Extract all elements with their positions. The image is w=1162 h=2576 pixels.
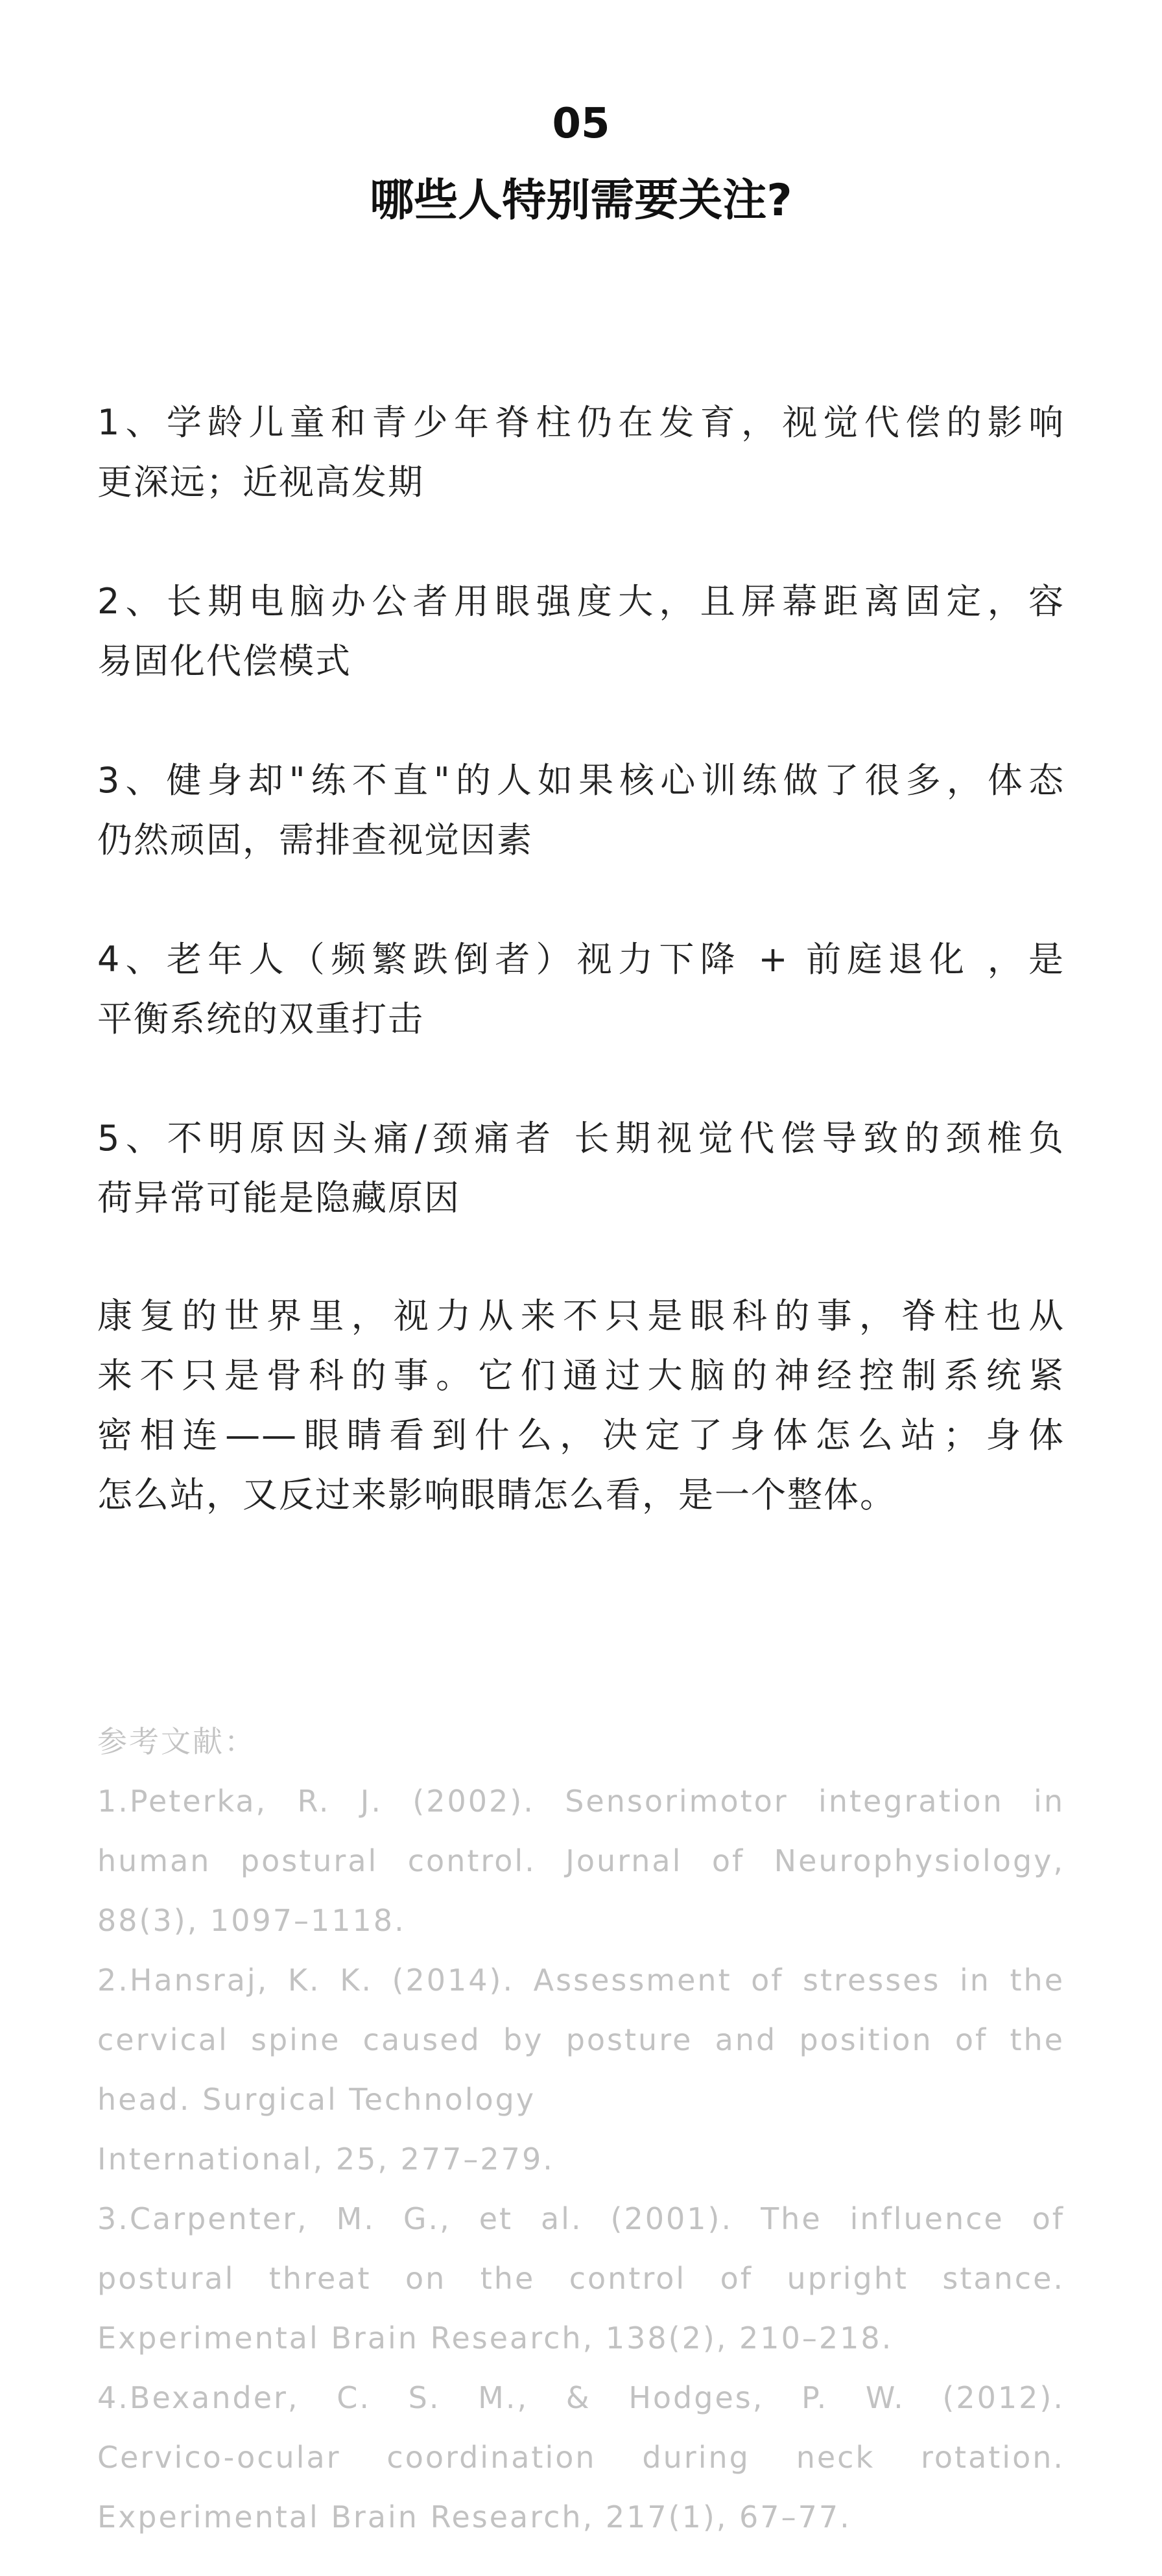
conclusion-line-1: 康复的世界里，视力从来不只是眼科的事，脊柱也从 bbox=[97, 1295, 1065, 1336]
reference-line: 88(3), 1097–1118. bbox=[97, 1903, 406, 1938]
reference-line: head. Surgical Technology bbox=[97, 2082, 536, 2117]
references-section bbox=[97, 1712, 1065, 2547]
list-item-1-line-2: 更深远；近视高发期 bbox=[97, 462, 424, 502]
reference-line: Cervico-ocular coordination during neck rotation. bbox=[97, 2440, 1065, 2475]
reference-line: Experimental Brain Research, 217(1), 67–77. bbox=[97, 2499, 851, 2535]
list-item-2-line-2: 易固化代偿模式 bbox=[97, 641, 351, 681]
list-item-2 bbox=[97, 572, 1065, 691]
list-item-2-line-1: 2、长期电脑办公者用眼强度大，且屏幕距离固定，容 bbox=[97, 581, 1065, 622]
section-number: 05 bbox=[552, 100, 610, 148]
reference-line: 4.Bexander, C. S. M., & Hodges, P. W. (2012). bbox=[97, 2380, 1065, 2415]
list-item-1-line-1: 1、学龄儿童和青少年脊柱仍在发育，视觉代偿的影响 bbox=[97, 402, 1065, 443]
conclusion-line-4: 怎么站，又反过来影响眼睛怎么看，是一个整体。 bbox=[97, 1474, 896, 1515]
reference-line: postural threat on the control of upright stance. bbox=[97, 2261, 1065, 2296]
section-title: 哪些人特别需要关注? bbox=[370, 175, 792, 226]
reference-line: 3.Carpenter, M. G., et al. (2001). The influence of bbox=[97, 2201, 1065, 2236]
list-item-4 bbox=[97, 930, 1065, 1049]
list-item-4-line-1: 4、老年人（频繁跌倒者）视力下降 + 前庭退化 ，是 bbox=[97, 939, 1065, 980]
conclusion-line-2: 来不只是骨科的事。它们通过大脑的神经控制系统紧 bbox=[97, 1355, 1065, 1396]
reference-line: 1.Peterka, R. J. (2002). Sensorimotor integration in bbox=[97, 1784, 1065, 1819]
reference-line: Experimental Brain Research, 138(2), 210–218. bbox=[97, 2321, 894, 2356]
list-item-3-line-1: 3、健身却"练不直"的人如果核心训练做了很多，体态 bbox=[97, 760, 1065, 801]
reference-line: International, 25, 277–279. bbox=[97, 2142, 554, 2177]
list-item-3 bbox=[97, 751, 1065, 870]
reference-line: cervical spine caused by posture and position of the bbox=[97, 2022, 1065, 2057]
conclusion-paragraph bbox=[97, 1286, 1065, 1525]
list-item-5 bbox=[97, 1109, 1065, 1228]
conclusion-line-3: 密相连——眼睛看到什么，决定了身体怎么站；身体 bbox=[97, 1415, 1065, 1456]
reference-line: human postural control. Journal of Neurophysiology, bbox=[97, 1843, 1065, 1878]
references-heading: 参考文献： bbox=[97, 1724, 256, 1759]
list-item-3-line-2: 仍然顽固，需排查视觉因素 bbox=[97, 820, 533, 860]
reference-line: 2.Hansraj, K. K. (2014). Assessment of stresses in the bbox=[97, 1963, 1065, 1998]
list-item-4-line-2: 平衡系统的双重打击 bbox=[97, 998, 424, 1039]
list-item-1 bbox=[97, 393, 1065, 512]
list-item-5-line-2: 荷异常可能是隐藏原因 bbox=[97, 1177, 460, 1218]
list-item-5-line-1: 5、不明原因头痛/颈痛者 长期视觉代偿导致的颈椎负 bbox=[97, 1118, 1065, 1159]
